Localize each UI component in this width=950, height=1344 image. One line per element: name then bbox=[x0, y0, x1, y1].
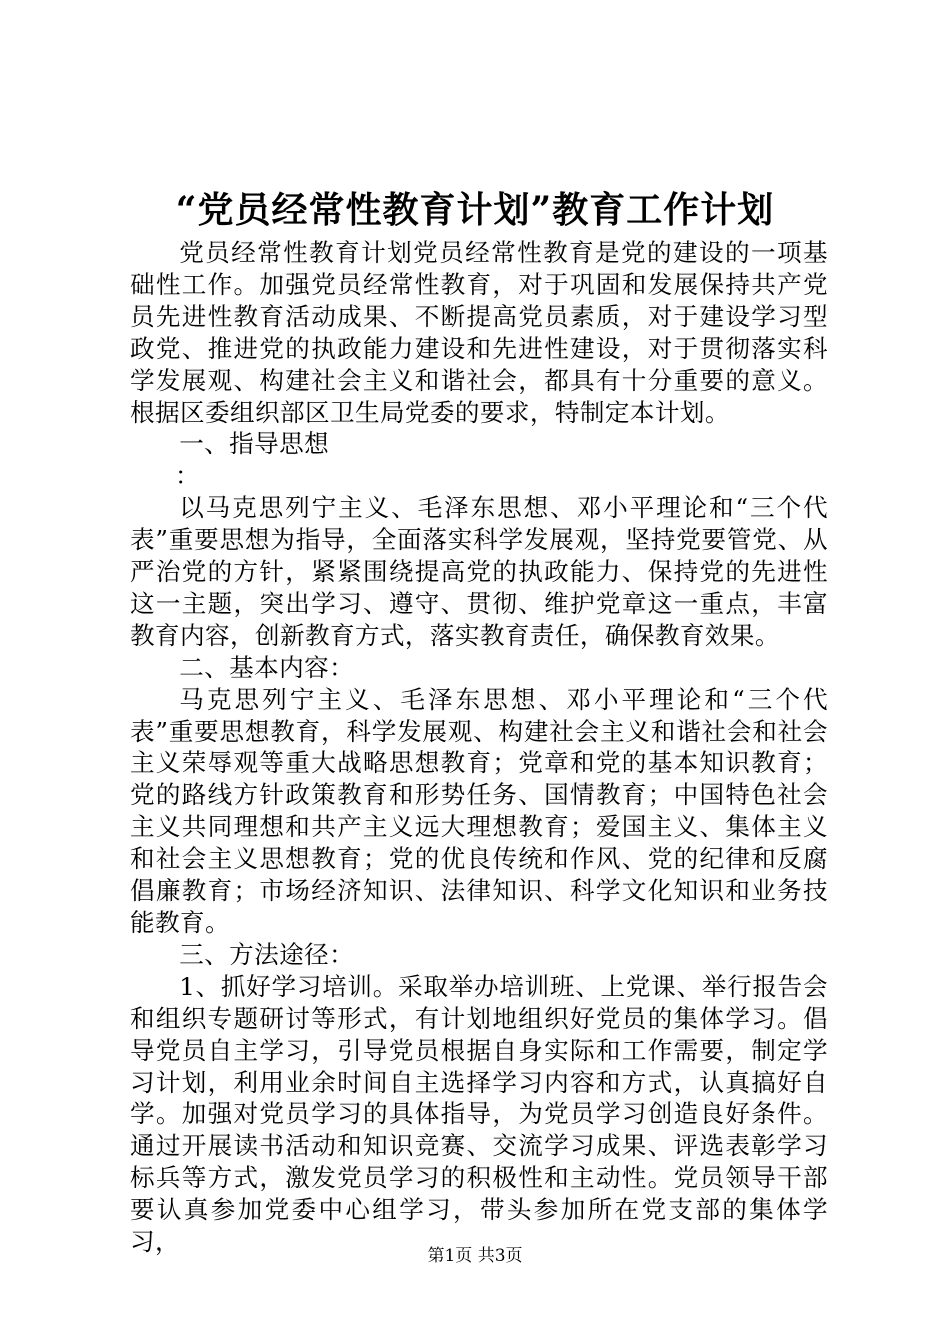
document-title: “党员经常性教育计划”教育工作计划 bbox=[175, 189, 775, 231]
document-body bbox=[130, 237, 828, 1258]
basic-content-paragraph: 马克思列宁主义、毛泽东思想、邓小平理论和“三个代表”重要思想教育，科学发展观、构建社会主义和谐社会和社会主义荣辱观等重大战略思想教育；党章和党的基本知识教育；党的路线方针政策教育和形势任务、国情教育；中国特色社会主义共同理想和共产主义远大理想教育；爱国主义、集体主义和社会主义思想教育；党的优良传统和作风、党的纪律和反腐倡廉教育；市场经济知识、法律知识、科学文化知识和业务技能教育。 bbox=[130, 684, 828, 938]
page-footer: 第1页 共3页 bbox=[427, 1246, 523, 1266]
stray-colon: ： bbox=[175, 461, 200, 491]
guiding-ideology-paragraph: 以马克思列宁主义、毛泽东思想、邓小平理论和“三个代表”重要思想为指导，全面落实科学发展观，坚持党要管党、从严治党的方针，紧紧围绕提高党的执政能力、保持党的先进性这一主题，突出学习、遵守、贯彻、维护党章这一重点，丰富教育内容，创新教育方式，落实教育责任，确保教育效果。 bbox=[130, 493, 828, 650]
intro-paragraph: 党员经常性教育计划党员经常性教育是党的建设的一项基础性工作。加强党员经常性教育，对于巩固和发展保持共产党员先进性教育活动成果、不断提高党员素质，对于建设学习型政党、推进党的执政能力建设和先进性建设，对于贯彻落实科学发展观、构建社会主义和谐社会，都具有十分重要的意义。根据区委组织部区卫生局党委的要求，特制定本计划。 bbox=[130, 238, 828, 427]
methods-paragraph-1: 1、抓好学习培训。采取举办培训班、上党课、举行报告会和组织专题研讨等形式，有计划地组织好党员的集体学习。倡导党员自主学习，引导党员根据自身实际和工作需要，制定学习计划，利用业余时间自主选择学习内容和方式，认真搞好自学。加强对党员学习的具体指导，为党员学习创造良好条件。通过开展读书活动和知识竞赛、交流学习成果、评选表彰学习标兵等方式，激发党员学习的积极性和主动性。党员领导干部要认真参加党委中心组学习，带头参加所在党支部的集体学习， bbox=[130, 971, 828, 1257]
section-heading-methods: 三、方法途径： bbox=[179, 939, 355, 969]
section-heading-basic-content: 二、基本内容： bbox=[179, 652, 355, 682]
section-heading-guiding-ideology: 一、指导思想 bbox=[179, 429, 330, 459]
